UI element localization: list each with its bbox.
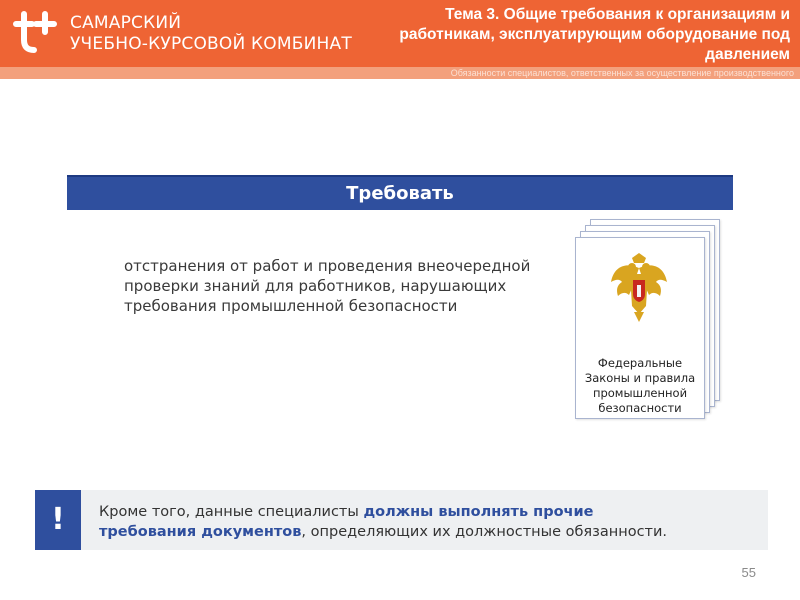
slide-header [0,0,800,67]
requirement-text-line-1: отстранения от работ и проведения внеочередной [124,257,531,275]
requirement-text-line-3: требования промышленной безопасности [124,297,458,315]
brand-line-2: УЧЕБНО-КУРСОВОЙ КОМБИНАТ [70,34,352,54]
topic-title-line-3: давлением [705,46,790,63]
documents-illustration [575,219,723,424]
document-front-sheet [575,237,705,419]
document-caption-line-4: безопасности [598,401,682,415]
document-caption-line-2: Законы и правила [584,371,696,385]
notice-highlight-2: требования документов [99,524,302,540]
company-logo-icon [10,10,60,56]
brand-line-1: САМАРСКИЙ [70,13,182,33]
header-subtitle: Обязанности специалистов, ответственных за осуществление производственного [450,68,794,78]
brand-name [70,13,352,55]
header-subtitle-band [0,67,800,79]
requirement-text-line-2: проверки знаний для работников, нарушающих [124,277,507,295]
notice-highlight-1: должны выполнять прочие [363,504,594,520]
requirement-text [124,256,564,316]
notice-text-part-2: , определяющих их должностные обязанности. [301,524,668,540]
coat-of-arms-icon [608,252,670,324]
topic-title-line-2: работникам, эксплуатирующим оборудование под [399,26,790,43]
document-caption [580,356,700,416]
section-heading: Требовать [67,175,733,210]
document-caption-line-1: Федеральные [597,356,683,370]
exclamation-icon: ! [35,490,81,550]
topic-title [350,5,790,65]
notice-text [99,502,759,542]
topic-title-line-1: Тема 3. Общие требования к организациям и [445,6,790,23]
notice-text-part-1: Кроме того, данные специалисты [99,504,364,520]
page-number: 55 [741,565,756,580]
notice-box [35,490,768,550]
document-caption-line-3: промышленной [592,386,688,400]
